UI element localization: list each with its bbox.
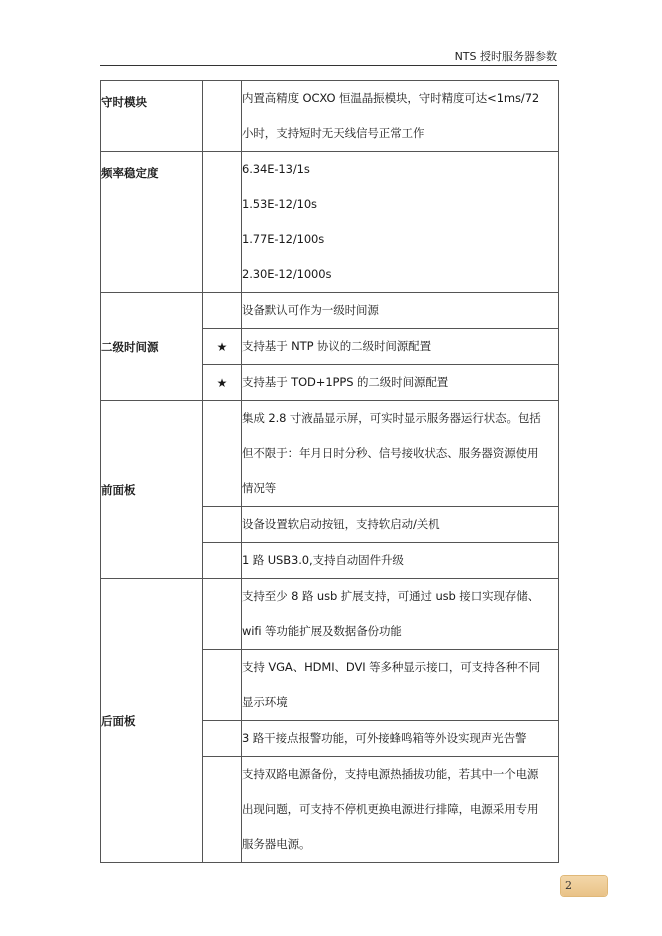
desc-line: 服务器电源。 (242, 837, 311, 851)
row-description (242, 401, 559, 507)
desc-line: 情况等 (242, 481, 277, 495)
row-label: 二级时间源 (101, 293, 203, 401)
desc-line: 设备设置软启动按钮，支持软启动/关机 (242, 517, 440, 531)
desc-line: 3 路干接点报警功能，可外接蜂鸣箱等外设实现声光告警 (242, 731, 527, 745)
desc-line: 集成 2.8 寸液晶显示屏，可实时显示服务器运行状态。包括 (242, 411, 541, 425)
row-mark (203, 152, 242, 293)
row-label: 后面板 (101, 579, 203, 863)
row-description (242, 507, 559, 543)
row-description (242, 650, 559, 721)
desc-line: 但不限于：年月日时分秒、信号接收状态、服务器资源使用 (242, 446, 539, 460)
desc-line: 内置高精度 OCXO 恒温晶振模块，守时精度可达<1ms/72 (242, 91, 540, 105)
desc-line: 支持 VGA、HDMI、DVI 等多种显示接口，可支持各种不同 (242, 660, 541, 674)
desc-line: 支持基于 TOD+1PPS 的二级时间源配置 (242, 375, 449, 389)
desc-line: 设备默认可作为一级时间源 (242, 303, 379, 317)
row-description (242, 329, 559, 365)
row-mark (203, 293, 242, 329)
desc-line: 出现问题，可支持不停机更换电源进行排障，电源采用专用 (242, 802, 539, 816)
desc-line: 2.30E-12/1000s (242, 267, 332, 281)
desc-line: 1.53E-12/10s (242, 197, 317, 211)
row-description (242, 721, 559, 757)
row-mark (203, 543, 242, 579)
row-mark (203, 401, 242, 507)
table-row (101, 152, 559, 293)
row-mark (203, 507, 242, 543)
desc-line: 1 路 USB3.0,支持自动固件升级 (242, 553, 404, 567)
row-description (242, 543, 559, 579)
desc-line: 6.34E-13/1s (242, 162, 310, 176)
desc-line: 小时，支持短时无天线信号正常工作 (242, 126, 425, 140)
desc-line: 支持至少 8 路 usb 扩展支持，可通过 usb 接口实现存储、 (242, 589, 540, 603)
header-divider (100, 65, 557, 66)
row-mark (203, 579, 242, 650)
desc-line: 1.77E-12/100s (242, 232, 325, 246)
row-description (242, 293, 559, 329)
spec-table (100, 80, 559, 863)
row-description (242, 81, 559, 152)
row-label: 频率稳定度 (101, 152, 203, 293)
row-description (242, 152, 559, 293)
table-row (101, 81, 559, 152)
row-label: 前面板 (101, 401, 203, 579)
star-icon: ★ (203, 329, 242, 365)
row-description (242, 365, 559, 401)
row-mark (203, 757, 242, 863)
page-number-badge: 2 (561, 876, 607, 896)
desc-line: 显示环境 (242, 695, 288, 709)
row-label: 守时模块 (101, 81, 203, 152)
table-row (101, 293, 559, 329)
row-mark (203, 721, 242, 757)
desc-line: 支持基于 NTP 协议的二级时间源配置 (242, 339, 431, 353)
desc-line: wifi 等功能扩展及数据备份功能 (242, 624, 402, 638)
header-title: NTS 授时服务器参数 (454, 50, 557, 63)
desc-line: 支持双路电源备份，支持电源热插拔功能，若其中一个电源 (242, 767, 539, 781)
row-description (242, 757, 559, 863)
row-mark (203, 81, 242, 152)
table-row (101, 401, 559, 507)
row-description (242, 579, 559, 650)
row-mark (203, 650, 242, 721)
table-row (101, 579, 559, 650)
star-icon: ★ (203, 365, 242, 401)
